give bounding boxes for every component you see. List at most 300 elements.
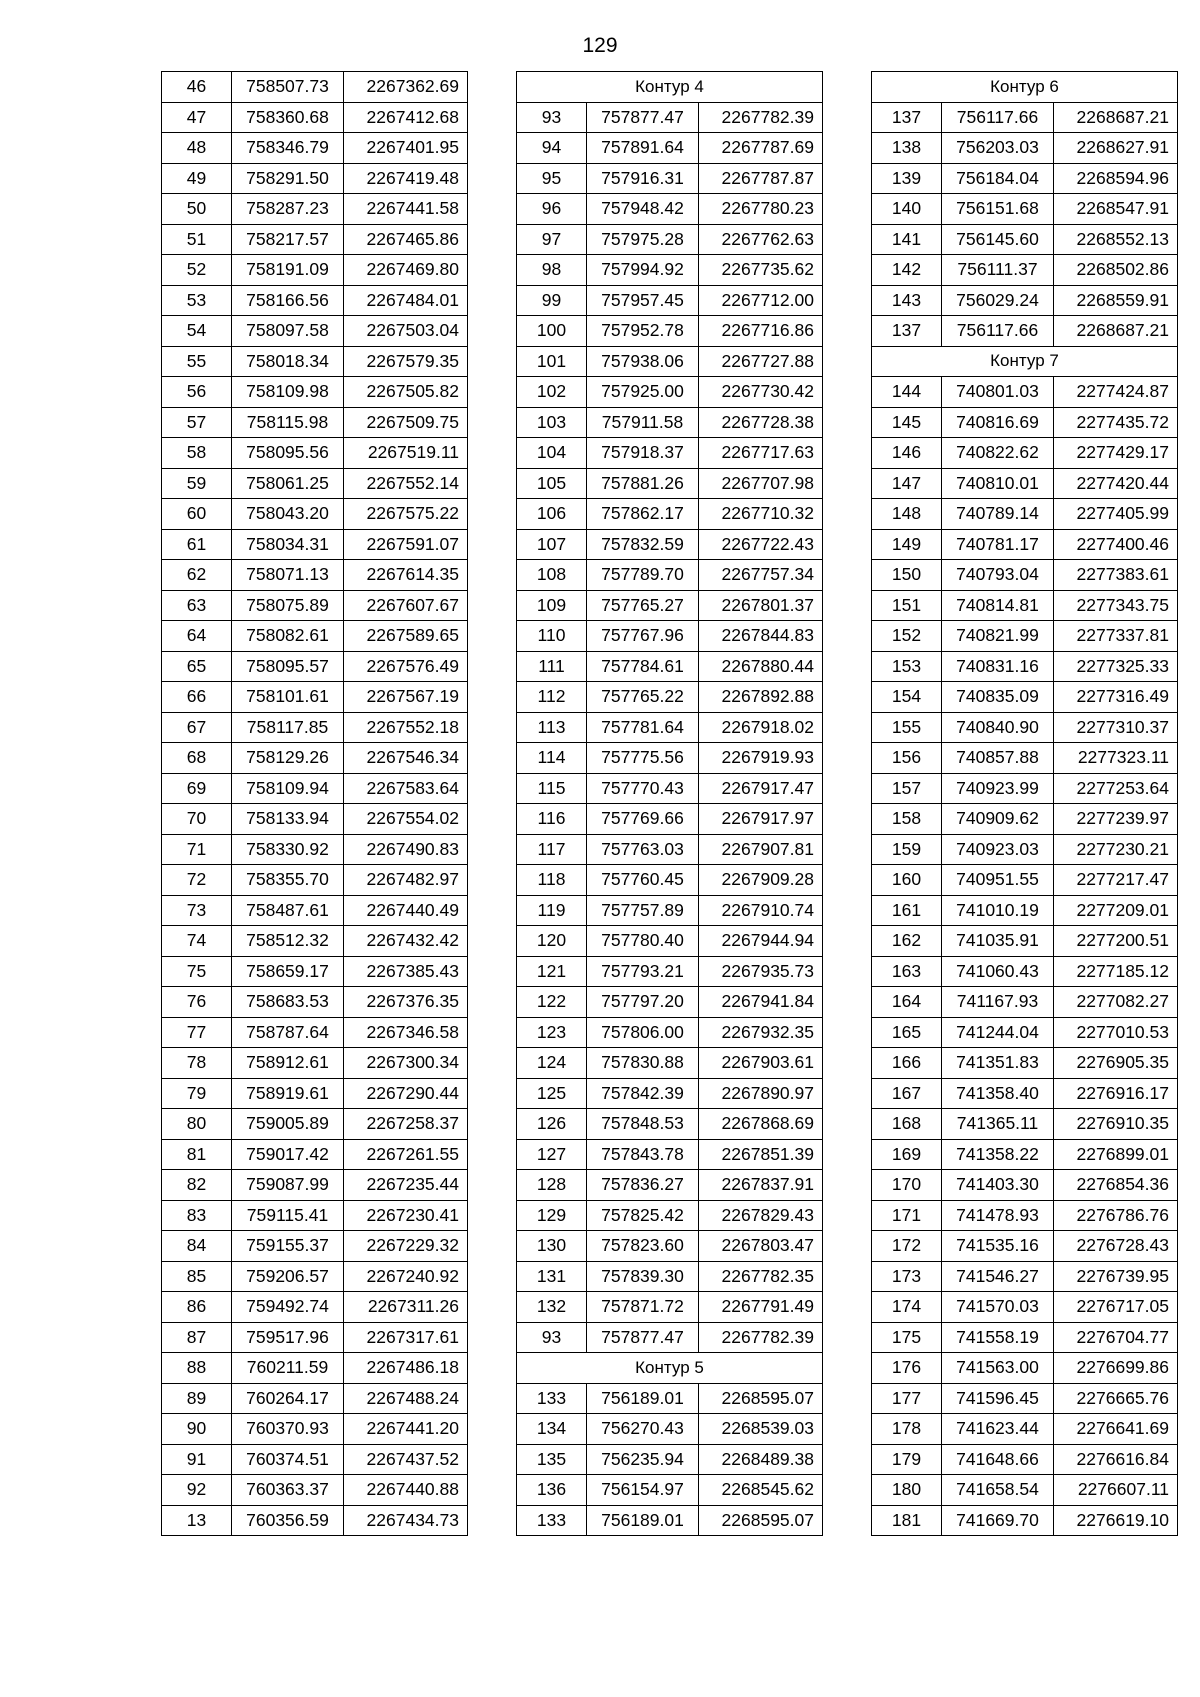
table-row: [872, 1383, 1178, 1414]
coordinates-table-1: [161, 71, 468, 1536]
y-coordinate: 2267907.81: [699, 834, 823, 865]
table-row: [517, 1048, 823, 1079]
y-coordinate: 2268595.07: [699, 1505, 823, 1536]
x-coordinate: 756184.04: [942, 163, 1054, 194]
point-number: 175: [872, 1322, 942, 1353]
y-coordinate: 2267346.58: [344, 1017, 468, 1048]
point-number: 50: [162, 194, 232, 225]
table-row: [517, 224, 823, 255]
y-coordinate: 2267710.32: [699, 499, 823, 530]
table-row: [872, 1292, 1178, 1323]
x-coordinate: 758217.57: [232, 224, 344, 255]
point-number: 136: [517, 1475, 587, 1506]
table-row: [517, 1444, 823, 1475]
y-coordinate: 2267941.84: [699, 987, 823, 1018]
x-coordinate: 760211.59: [232, 1353, 344, 1384]
table-row: [162, 1139, 468, 1170]
table-row: [872, 407, 1178, 438]
table-row: [517, 1078, 823, 1109]
contour-title: Контур 7: [872, 346, 1178, 377]
y-coordinate: 2268547.91: [1054, 194, 1178, 225]
table-row: [872, 1170, 1178, 1201]
point-number: 97: [517, 224, 587, 255]
point-number: 66: [162, 682, 232, 713]
y-coordinate: 2267782.39: [699, 102, 823, 133]
table-row: [872, 1200, 1178, 1231]
table-row: [162, 926, 468, 957]
x-coordinate: 756111.37: [942, 255, 1054, 286]
y-coordinate: 2267762.63: [699, 224, 823, 255]
table-row: [517, 1292, 823, 1323]
x-coordinate: 741365.11: [942, 1109, 1054, 1140]
x-coordinate: 757994.92: [587, 255, 699, 286]
table-row: [517, 1475, 823, 1506]
coordinates-table-body: [517, 72, 823, 1536]
table-row: [517, 834, 823, 865]
y-coordinate: 2276699.86: [1054, 1353, 1178, 1384]
table-row: [872, 834, 1178, 865]
point-number: 90: [162, 1414, 232, 1445]
point-number: 140: [872, 194, 942, 225]
table-row: [162, 102, 468, 133]
x-coordinate: 756151.68: [942, 194, 1054, 225]
x-coordinate: 758487.61: [232, 895, 344, 926]
y-coordinate: 2268539.03: [699, 1414, 823, 1445]
x-coordinate: 758129.26: [232, 743, 344, 774]
table-row: [517, 1505, 823, 1536]
x-coordinate: 757793.21: [587, 956, 699, 987]
x-coordinate: 757916.31: [587, 163, 699, 194]
y-coordinate: 2276905.35: [1054, 1048, 1178, 1079]
y-coordinate: 2277325.33: [1054, 651, 1178, 682]
x-coordinate: 741570.03: [942, 1292, 1054, 1323]
point-number: 99: [517, 285, 587, 316]
table-row: [517, 1383, 823, 1414]
x-coordinate: 757765.22: [587, 682, 699, 713]
x-coordinate: 758097.58: [232, 316, 344, 347]
point-number: 68: [162, 743, 232, 774]
x-coordinate: 757770.43: [587, 773, 699, 804]
x-coordinate: 757911.58: [587, 407, 699, 438]
x-coordinate: 741244.04: [942, 1017, 1054, 1048]
point-number: 124: [517, 1048, 587, 1079]
point-number: 70: [162, 804, 232, 835]
point-number: 114: [517, 743, 587, 774]
table-row: [162, 895, 468, 926]
y-coordinate: 2277323.11: [1054, 743, 1178, 774]
table-row: [162, 255, 468, 286]
point-number: 128: [517, 1170, 587, 1201]
table-row: [872, 316, 1178, 347]
x-coordinate: 758919.61: [232, 1078, 344, 1109]
table-row: [872, 1139, 1178, 1170]
y-coordinate: 2277316.49: [1054, 682, 1178, 713]
y-coordinate: 2276619.10: [1054, 1505, 1178, 1536]
coordinates-table-3: [871, 71, 1178, 1536]
table-row: [162, 1353, 468, 1384]
table-row: [517, 1109, 823, 1140]
x-coordinate: 757842.39: [587, 1078, 699, 1109]
x-coordinate: 741358.22: [942, 1139, 1054, 1170]
y-coordinate: 2267787.87: [699, 163, 823, 194]
y-coordinate: 2267469.80: [344, 255, 468, 286]
table-row: [162, 621, 468, 652]
point-number: 180: [872, 1475, 942, 1506]
point-number: 56: [162, 377, 232, 408]
x-coordinate: 740835.09: [942, 682, 1054, 713]
y-coordinate: 2267552.14: [344, 468, 468, 499]
x-coordinate: 759517.96: [232, 1322, 344, 1353]
point-number: 82: [162, 1170, 232, 1201]
y-coordinate: 2267488.24: [344, 1383, 468, 1414]
point-number: 54: [162, 316, 232, 347]
point-number: 163: [872, 956, 942, 987]
point-number: 91: [162, 1444, 232, 1475]
x-coordinate: 757881.26: [587, 468, 699, 499]
y-coordinate: 2267917.97: [699, 804, 823, 835]
point-number: 158: [872, 804, 942, 835]
table-row: [872, 895, 1178, 926]
x-coordinate: 757918.37: [587, 438, 699, 469]
point-number: 106: [517, 499, 587, 530]
point-number: 103: [517, 407, 587, 438]
table-row: [162, 743, 468, 774]
point-number: 173: [872, 1261, 942, 1292]
x-coordinate: 758109.94: [232, 773, 344, 804]
table-row: [872, 1414, 1178, 1445]
point-number: 132: [517, 1292, 587, 1323]
y-coordinate: 2277337.81: [1054, 621, 1178, 652]
x-coordinate: 741546.27: [942, 1261, 1054, 1292]
x-coordinate: 758075.89: [232, 590, 344, 621]
point-number: 110: [517, 621, 587, 652]
y-coordinate: 2267434.73: [344, 1505, 468, 1536]
y-coordinate: 2267829.43: [699, 1200, 823, 1231]
y-coordinate: 2267300.34: [344, 1048, 468, 1079]
y-coordinate: 2267505.82: [344, 377, 468, 408]
point-number: 129: [517, 1200, 587, 1231]
y-coordinate: 2267716.86: [699, 316, 823, 347]
y-coordinate: 2267917.47: [699, 773, 823, 804]
table-row: [517, 895, 823, 926]
y-coordinate: 2267730.42: [699, 377, 823, 408]
point-number: 176: [872, 1353, 942, 1384]
table-row: [162, 987, 468, 1018]
x-coordinate: 741535.16: [942, 1231, 1054, 1262]
x-coordinate: 758191.09: [232, 255, 344, 286]
table-row: [162, 956, 468, 987]
y-coordinate: 2267787.69: [699, 133, 823, 164]
coordinates-table-body: [162, 72, 468, 1536]
table-row: [162, 1109, 468, 1140]
table-row: [872, 987, 1178, 1018]
point-number: 139: [872, 163, 942, 194]
table-row: [162, 468, 468, 499]
y-coordinate: 2267890.97: [699, 1078, 823, 1109]
y-coordinate: 2268552.13: [1054, 224, 1178, 255]
y-coordinate: 2277420.44: [1054, 468, 1178, 499]
x-coordinate: 757957.45: [587, 285, 699, 316]
x-coordinate: 758355.70: [232, 865, 344, 896]
table-row: [162, 1444, 468, 1475]
table-row: [162, 1017, 468, 1048]
y-coordinate: 2267583.64: [344, 773, 468, 804]
table-row: [872, 499, 1178, 530]
y-coordinate: 2267801.37: [699, 590, 823, 621]
table-row: [517, 346, 823, 377]
table-row: [517, 1414, 823, 1445]
point-number: 148: [872, 499, 942, 530]
table-row: [162, 1505, 468, 1536]
x-coordinate: 741167.93: [942, 987, 1054, 1018]
x-coordinate: 757767.96: [587, 621, 699, 652]
x-coordinate: 757877.47: [587, 1322, 699, 1353]
point-number: 111: [517, 651, 587, 682]
x-coordinate: 740810.01: [942, 468, 1054, 499]
y-coordinate: 2277230.21: [1054, 834, 1178, 865]
x-coordinate: 741010.19: [942, 895, 1054, 926]
point-number: 137: [872, 316, 942, 347]
y-coordinate: 2276607.11: [1054, 1475, 1178, 1506]
y-coordinate: 2267554.02: [344, 804, 468, 835]
table-row: [517, 773, 823, 804]
y-coordinate: 2268545.62: [699, 1475, 823, 1506]
table-row: [872, 804, 1178, 835]
y-coordinate: 2267607.67: [344, 590, 468, 621]
y-coordinate: 2267932.35: [699, 1017, 823, 1048]
table-row: [517, 865, 823, 896]
point-number: 107: [517, 529, 587, 560]
table-row: [517, 529, 823, 560]
table-row: [872, 743, 1178, 774]
table-row: [872, 1322, 1178, 1353]
x-coordinate: 740951.55: [942, 865, 1054, 896]
point-number: 159: [872, 834, 942, 865]
table-row: [872, 560, 1178, 591]
y-coordinate: 2277253.64: [1054, 773, 1178, 804]
point-number: 94: [517, 133, 587, 164]
x-coordinate: 757848.53: [587, 1109, 699, 1140]
x-coordinate: 758071.13: [232, 560, 344, 591]
y-coordinate: 2267311.26: [344, 1292, 468, 1323]
y-coordinate: 2267317.61: [344, 1322, 468, 1353]
table-row: [162, 1292, 468, 1323]
point-number: 57: [162, 407, 232, 438]
x-coordinate: 741478.93: [942, 1200, 1054, 1231]
table-row: [162, 1475, 468, 1506]
table-row: [872, 926, 1178, 957]
y-coordinate: 2276916.17: [1054, 1078, 1178, 1109]
point-number: 53: [162, 285, 232, 316]
x-coordinate: 760370.93: [232, 1414, 344, 1445]
x-coordinate: 757806.00: [587, 1017, 699, 1048]
y-coordinate: 2277209.01: [1054, 895, 1178, 926]
table-row: [517, 316, 823, 347]
table-row: [517, 743, 823, 774]
y-coordinate: 2267486.18: [344, 1353, 468, 1384]
x-coordinate: 758507.73: [232, 72, 344, 103]
point-number: 146: [872, 438, 942, 469]
point-number: 156: [872, 743, 942, 774]
x-coordinate: 740840.90: [942, 712, 1054, 743]
y-coordinate: 2267575.22: [344, 499, 468, 530]
y-coordinate: 2277435.72: [1054, 407, 1178, 438]
table-row: [872, 590, 1178, 621]
x-coordinate: 760363.37: [232, 1475, 344, 1506]
y-coordinate: 2267837.91: [699, 1170, 823, 1201]
y-coordinate: 2277400.46: [1054, 529, 1178, 560]
y-coordinate: 2267258.37: [344, 1109, 468, 1140]
x-coordinate: 757789.70: [587, 560, 699, 591]
point-number: 133: [517, 1505, 587, 1536]
table-row: [162, 1322, 468, 1353]
x-coordinate: 757975.28: [587, 224, 699, 255]
point-number: 169: [872, 1139, 942, 1170]
x-coordinate: 758018.34: [232, 346, 344, 377]
y-coordinate: 2276665.76: [1054, 1383, 1178, 1414]
table-row: [872, 1048, 1178, 1079]
x-coordinate: 758115.98: [232, 407, 344, 438]
y-coordinate: 2267782.35: [699, 1261, 823, 1292]
x-coordinate: 740814.81: [942, 590, 1054, 621]
table-row: [872, 255, 1178, 286]
point-number: 127: [517, 1139, 587, 1170]
y-coordinate: 2276786.76: [1054, 1200, 1178, 1231]
point-number: 164: [872, 987, 942, 1018]
x-coordinate: 740801.03: [942, 377, 1054, 408]
point-number: 51: [162, 224, 232, 255]
x-coordinate: 758117.85: [232, 712, 344, 743]
point-number: 62: [162, 560, 232, 591]
x-coordinate: 756117.66: [942, 102, 1054, 133]
table-row: [872, 163, 1178, 194]
x-coordinate: 740793.04: [942, 560, 1054, 591]
point-number: 153: [872, 651, 942, 682]
table-row: [872, 285, 1178, 316]
point-number: 120: [517, 926, 587, 957]
table-row: [162, 529, 468, 560]
x-coordinate: 757830.88: [587, 1048, 699, 1079]
x-coordinate: 740923.03: [942, 834, 1054, 865]
point-number: 178: [872, 1414, 942, 1445]
point-number: 69: [162, 773, 232, 804]
table-row: [162, 1078, 468, 1109]
table-row: [517, 712, 823, 743]
table-row: [162, 834, 468, 865]
point-number: 165: [872, 1017, 942, 1048]
x-coordinate: 740831.16: [942, 651, 1054, 682]
table-row: [872, 1505, 1178, 1536]
point-number: 138: [872, 133, 942, 164]
y-coordinate: 2267440.88: [344, 1475, 468, 1506]
y-coordinate: 2268594.96: [1054, 163, 1178, 194]
point-number: 63: [162, 590, 232, 621]
x-coordinate: 741403.30: [942, 1170, 1054, 1201]
x-coordinate: 757760.45: [587, 865, 699, 896]
y-coordinate: 2267229.32: [344, 1231, 468, 1262]
y-coordinate: 2268502.86: [1054, 255, 1178, 286]
table-row: [872, 621, 1178, 652]
x-coordinate: 757763.03: [587, 834, 699, 865]
table-row: [162, 163, 468, 194]
y-coordinate: 2267844.83: [699, 621, 823, 652]
y-coordinate: 2267935.73: [699, 956, 823, 987]
x-coordinate: 758912.61: [232, 1048, 344, 1079]
y-coordinate: 2267235.44: [344, 1170, 468, 1201]
table-row: [162, 651, 468, 682]
point-number: 13: [162, 1505, 232, 1536]
y-coordinate: 2267727.88: [699, 346, 823, 377]
y-coordinate: 2277200.51: [1054, 926, 1178, 957]
y-coordinate: 2277310.37: [1054, 712, 1178, 743]
x-coordinate: 741658.54: [942, 1475, 1054, 1506]
point-number: 154: [872, 682, 942, 713]
point-number: 166: [872, 1048, 942, 1079]
x-coordinate: 740857.88: [942, 743, 1054, 774]
table-row: [872, 224, 1178, 255]
table-row: [162, 499, 468, 530]
table-row: [872, 1109, 1178, 1140]
y-coordinate: 2276899.01: [1054, 1139, 1178, 1170]
point-number: 83: [162, 1200, 232, 1231]
y-coordinate: 2267919.93: [699, 743, 823, 774]
x-coordinate: 756270.43: [587, 1414, 699, 1445]
point-number: 100: [517, 316, 587, 347]
y-coordinate: 2267261.55: [344, 1139, 468, 1170]
point-number: 112: [517, 682, 587, 713]
table-row: [162, 1200, 468, 1231]
table-row: [517, 468, 823, 499]
point-number: 147: [872, 468, 942, 499]
table-row: [162, 377, 468, 408]
x-coordinate: 741563.00: [942, 1353, 1054, 1384]
point-number: 93: [517, 102, 587, 133]
y-coordinate: 2267735.62: [699, 255, 823, 286]
table-row: [872, 682, 1178, 713]
x-coordinate: 756154.97: [587, 1475, 699, 1506]
y-coordinate: 2267909.28: [699, 865, 823, 896]
table-row: [162, 590, 468, 621]
table-row: [162, 316, 468, 347]
table-row: [517, 804, 823, 835]
x-coordinate: 758109.98: [232, 377, 344, 408]
x-coordinate: 757769.66: [587, 804, 699, 835]
y-coordinate: 2267868.69: [699, 1109, 823, 1140]
y-coordinate: 2267614.35: [344, 560, 468, 591]
contour-header-row: [517, 1353, 823, 1384]
point-number: 151: [872, 590, 942, 621]
point-number: 81: [162, 1139, 232, 1170]
x-coordinate: 758346.79: [232, 133, 344, 164]
table-row: [162, 1048, 468, 1079]
point-number: 84: [162, 1231, 232, 1262]
x-coordinate: 758787.64: [232, 1017, 344, 1048]
y-coordinate: 2267892.88: [699, 682, 823, 713]
point-number: 113: [517, 712, 587, 743]
table-row: [162, 712, 468, 743]
table-row: [517, 163, 823, 194]
page-number: 129: [582, 34, 618, 57]
point-number: 74: [162, 926, 232, 957]
point-number: 46: [162, 72, 232, 103]
y-coordinate: 2267903.61: [699, 1048, 823, 1079]
x-coordinate: 758659.17: [232, 956, 344, 987]
y-coordinate: 2267579.35: [344, 346, 468, 377]
x-coordinate: 757836.27: [587, 1170, 699, 1201]
point-number: 71: [162, 834, 232, 865]
table-row: [162, 346, 468, 377]
table-row: [517, 651, 823, 682]
